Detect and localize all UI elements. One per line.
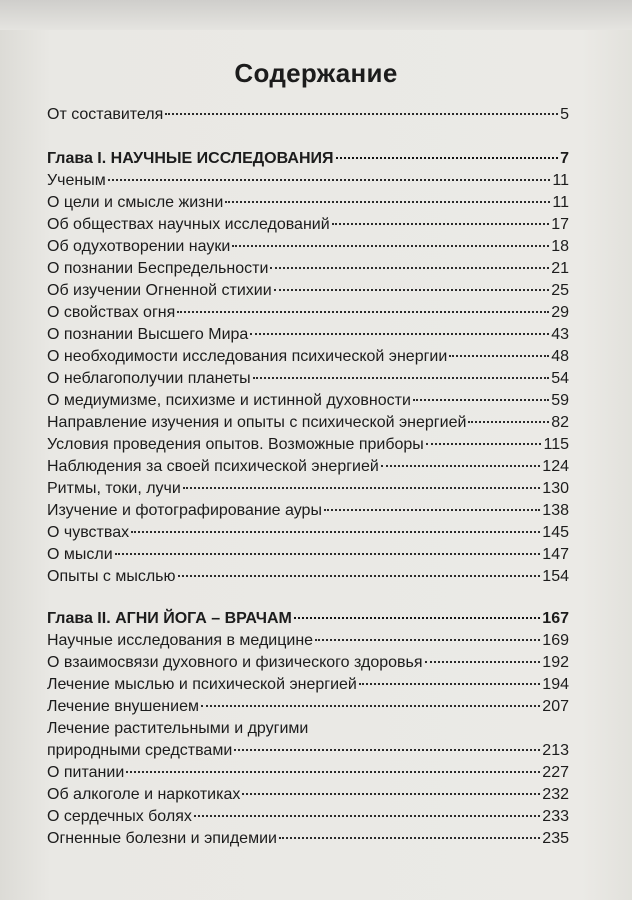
toc-entry-page: 5: [560, 106, 569, 123]
table-of-contents: [47, 104, 569, 850]
toc-entry-page: 59: [551, 392, 569, 409]
toc-entry-page: 124: [542, 458, 569, 475]
toc-chapter-1[interactable]: [47, 148, 569, 170]
dot-leader: [131, 531, 540, 533]
toc-entry[interactable]: [47, 674, 569, 696]
page-top-shadow: [0, 0, 632, 30]
toc-entry[interactable]: [47, 412, 569, 434]
dot-leader: [332, 223, 550, 225]
toc-entry[interactable]: [47, 544, 569, 566]
dot-leader: [183, 487, 540, 489]
toc-entry-page: 17: [551, 216, 569, 233]
toc-entry-page: 43: [551, 326, 569, 343]
toc-entry-text: О цели и смысле жизни: [47, 194, 224, 211]
toc-entry-text: Ритмы, токи, лучи: [47, 480, 181, 497]
toc-entry[interactable]: [47, 214, 569, 236]
toc-entry[interactable]: [47, 456, 569, 478]
toc-entry[interactable]: [47, 652, 569, 674]
toc-entry-text: Огненные болезни и эпидемии: [47, 830, 277, 847]
toc-entry[interactable]: [47, 828, 569, 850]
chapter-title: Глава II. АГНИ ЙОГА – ВРАЧАМ: [47, 610, 292, 627]
dot-leader: [324, 509, 540, 511]
toc-entry-page: 54: [551, 370, 569, 387]
toc-entry-page: 11: [552, 194, 569, 211]
toc-entry[interactable]: [47, 324, 569, 346]
dot-leader: [194, 815, 540, 817]
toc-entry-text: О познании Высшего Мира: [47, 326, 249, 343]
toc-entry[interactable]: [47, 390, 569, 412]
dot-leader: [253, 377, 550, 379]
toc-entry-page: 82: [551, 414, 569, 431]
toc-entry[interactable]: [47, 784, 569, 806]
toc-entry-text: О мысли: [47, 546, 113, 563]
toc-entry-text: О свойствах огня: [47, 304, 176, 321]
toc-entry-page: 235: [542, 830, 569, 847]
dot-leader: [201, 705, 540, 707]
toc-entry-text: Опыты с мыслью: [47, 568, 176, 585]
toc-entry-page: 169: [542, 632, 569, 649]
dot-leader: [294, 617, 540, 619]
dot-leader: [413, 399, 549, 401]
dot-leader: [279, 837, 540, 839]
toc-entry[interactable]: [47, 170, 569, 192]
toc-entry[interactable]: [47, 280, 569, 302]
toc-entry[interactable]: [47, 434, 569, 456]
toc-entry-page: 154: [542, 568, 569, 585]
toc-entry-text: Условия проведения опытов. Возможные приборы: [47, 436, 424, 453]
toc-entry-text: Об изучении Огненной стихии: [47, 282, 272, 299]
dot-leader: [126, 771, 540, 773]
dot-leader: [232, 245, 549, 247]
toc-entry[interactable]: [47, 522, 569, 544]
toc-entry-page: 232: [542, 786, 569, 803]
toc-entry-text: Ученым: [47, 172, 106, 189]
toc-entry-text: Об алкоголе и наркотиках: [47, 786, 241, 803]
toc-entry-text: природными средствами: [47, 742, 233, 759]
toc-entry-page: 29: [551, 304, 569, 321]
toc-entry-text: Об обществах научных исследований: [47, 216, 330, 233]
page-title: Содержание: [234, 58, 398, 88]
toc-entry[interactable]: [47, 762, 569, 784]
dot-leader: [315, 639, 540, 641]
dot-leader: [165, 113, 558, 115]
dot-leader: [359, 683, 540, 685]
dot-leader: [178, 575, 541, 577]
chapter-page: 167: [542, 610, 569, 627]
toc-entry[interactable]: [47, 192, 569, 214]
dot-leader: [115, 553, 541, 555]
toc-entry-text: О взаимосвязи духовного и физического здоровья: [47, 654, 423, 671]
toc-entry-page: 130: [542, 480, 569, 497]
toc-entry-page: 11: [552, 172, 569, 189]
chapter-title: Глава I. НАУЧНЫЕ ИССЛЕДОВАНИЯ: [47, 150, 334, 167]
dot-leader: [242, 793, 540, 795]
dot-leader: [449, 355, 549, 357]
dot-leader: [177, 311, 549, 313]
toc-entry-page: 25: [551, 282, 569, 299]
toc-entry-page: 194: [542, 676, 569, 693]
toc-entry-page: 18: [551, 238, 569, 255]
toc-entry-multiline-first[interactable]: [47, 718, 569, 740]
toc-entry[interactable]: [47, 806, 569, 828]
dot-leader: [234, 749, 540, 751]
section-gap: [47, 588, 569, 608]
section-gap: [47, 126, 569, 148]
dot-leader: [468, 421, 549, 423]
toc-entry-text: Лечение мыслью и психической энергией: [47, 676, 357, 693]
dot-leader: [108, 179, 551, 181]
toc-entry-text: Лечение растительными и другими: [47, 720, 309, 737]
toc-entry-page: 147: [542, 546, 569, 563]
dot-leader: [426, 443, 542, 445]
toc-entry-text: О необходимости исследования психической энергии: [47, 348, 448, 365]
toc-entry[interactable]: [47, 302, 569, 324]
toc-entry-page: 227: [542, 764, 569, 781]
chapter-page: 7: [560, 150, 569, 167]
dot-leader: [336, 157, 559, 159]
toc-entry[interactable]: [47, 500, 569, 522]
toc-entry[interactable]: [47, 696, 569, 718]
toc-entry-text: О чувствах: [47, 524, 130, 541]
toc-entry-multiline-second[interactable]: [47, 740, 569, 762]
toc-chapter-2[interactable]: [47, 608, 569, 630]
toc-entry-page: 213: [542, 742, 569, 759]
toc-entry[interactable]: [47, 368, 569, 390]
toc-entry-page: 233: [542, 808, 569, 825]
toc-entry-page: 115: [543, 436, 569, 453]
toc-entry-text: О неблагополучии планеты: [47, 370, 251, 387]
toc-entry-text: Лечение внушением: [47, 698, 199, 715]
toc-entry-text: Об одухотворении науки: [47, 238, 231, 255]
toc-entry[interactable]: [47, 478, 569, 500]
dot-leader: [425, 661, 541, 663]
toc-entry-text: О познании Беспредельности: [47, 260, 269, 277]
toc-entry-text: Наблюдения за своей психической энергией: [47, 458, 379, 475]
toc-entry-intro[interactable]: [47, 104, 569, 126]
toc-entry-text: Научные исследования в медицине: [47, 632, 314, 649]
toc-entry[interactable]: [47, 630, 569, 652]
toc-entry-text: О питании: [47, 764, 125, 781]
toc-entry-text: О медиумизме, психизме и истинной духовности: [47, 392, 411, 409]
dot-leader: [381, 465, 540, 467]
dot-leader: [225, 201, 550, 203]
toc-entry-page: 145: [542, 524, 569, 541]
toc-entry-page: 192: [542, 654, 569, 671]
toc-entry-page: 207: [542, 698, 569, 715]
toc-entry-page: 138: [542, 502, 569, 519]
toc-entry-text: Изучение и фотографирование ауры: [47, 502, 322, 519]
toc-entry-text: О сердечных болях: [47, 808, 192, 825]
toc-entry-page: 21: [551, 260, 569, 277]
toc-entry[interactable]: [47, 258, 569, 280]
toc-entry-text: Направление изучения и опыты с психической энергией: [47, 414, 467, 431]
toc-entry[interactable]: [47, 566, 569, 588]
dot-leader: [274, 289, 550, 291]
toc-entry-page: 48: [551, 348, 569, 365]
toc-entry-text: От составителя: [47, 106, 164, 123]
dot-leader: [250, 333, 549, 335]
toc-entry[interactable]: [47, 346, 569, 368]
dot-leader: [270, 267, 549, 269]
toc-entry[interactable]: [47, 236, 569, 258]
